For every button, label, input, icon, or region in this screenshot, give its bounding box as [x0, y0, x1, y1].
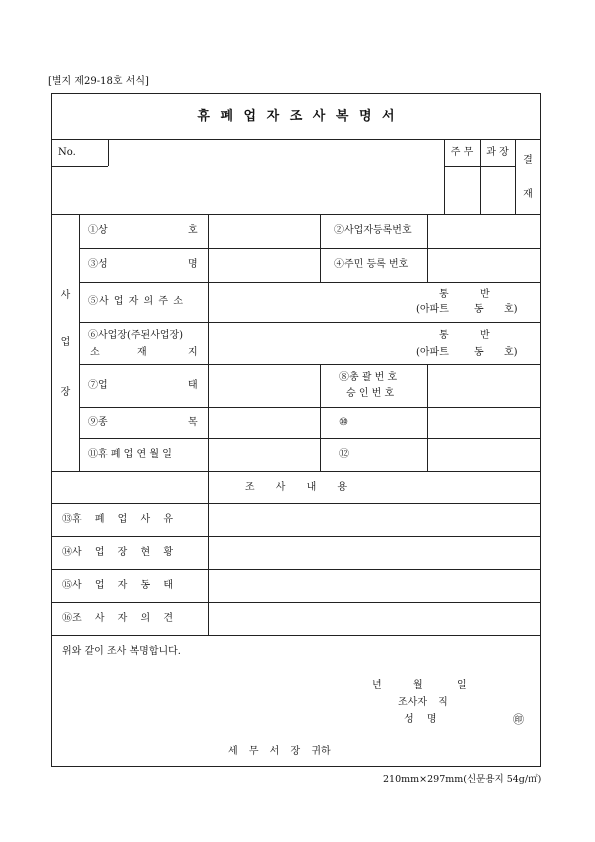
surveyor-name-label: 성 명 [404, 714, 437, 725]
survey-value-trend[interactable] [209, 570, 539, 601]
field-12-label: ⑫ [339, 449, 349, 460]
field-6-dong: 동 [474, 347, 484, 358]
field-6-value[interactable] [209, 323, 409, 363]
form-title: 휴 폐 업 자 조 사 복 명 서 [197, 109, 395, 124]
field-6-label-2a: 소 [90, 347, 100, 358]
form-reference: [별지 제29-18호 서식] [48, 76, 149, 87]
field-6-tong: 통 [439, 330, 449, 341]
field-3-value[interactable] [209, 249, 319, 281]
statement-text: 위와 같이 조사 복명합니다. [62, 646, 181, 657]
side-label-3: 장 [60, 387, 71, 398]
date-month: 월 [413, 680, 423, 691]
survey-label-reason: ⑬휴 폐 업 사 유 [62, 514, 174, 525]
field-4-value[interactable] [428, 249, 539, 281]
field-1-label-end: 호 [188, 225, 198, 236]
addressee: 세 무 서 장 귀하 [228, 746, 331, 757]
grid-line [320, 364, 321, 471]
field-6-label-2b: 재 [137, 347, 147, 358]
field-9-label-end: 목 [188, 417, 198, 428]
paper-spec: 210mm×297mm(신문용지 54g/㎡) [383, 774, 542, 785]
grid-line [52, 139, 540, 140]
field-7-label-end: 태 [188, 380, 198, 391]
field-1-label: ①상 [88, 225, 108, 236]
side-label-1: 사 [60, 290, 71, 301]
field-11-value[interactable] [209, 439, 319, 470]
field-5-value[interactable] [209, 283, 409, 321]
field-7-value[interactable] [209, 365, 319, 406]
field-5-ban: 반 [480, 289, 490, 300]
side-label-2: 업 [60, 337, 71, 348]
field-3-label: ③성 [88, 259, 108, 270]
field-9-label: ⑨종 [88, 417, 108, 428]
field-11-label: ⑪휴 폐 업 연 월 일 [88, 449, 172, 460]
survey-value-status[interactable] [209, 537, 539, 568]
field-8-label-2: 승 인 번 호 [346, 388, 395, 399]
seal-mark: ㊞ [513, 713, 524, 726]
grid-line [320, 214, 321, 282]
field-9-value[interactable] [209, 408, 319, 437]
survey-value-opinion[interactable] [209, 603, 539, 634]
field-5-apt: (아파트 [416, 304, 449, 315]
survey-label-status: ⑭사 업 장 현 황 [62, 547, 174, 558]
field-2-value[interactable] [428, 215, 539, 247]
field-5-label: ⑤사 업 자 의 주 소 [88, 296, 184, 307]
date-day: 일 [457, 680, 467, 691]
field-5-ho: 호) [504, 304, 518, 315]
field-6-apt: (아파트 [416, 347, 449, 358]
field-5-tong: 통 [439, 289, 449, 300]
grid-line [79, 214, 80, 471]
field-7-label: ⑦업 [88, 380, 108, 391]
field-6-ho: 호) [504, 347, 518, 358]
date-year: 년 [372, 680, 382, 691]
field-1-value[interactable] [209, 215, 319, 247]
survey-header: 조 사 내 용 [244, 482, 348, 493]
grid-line [52, 166, 108, 167]
approval-head-2: 과 장 [486, 147, 509, 158]
field-3-label-end: 명 [188, 259, 198, 270]
survey-value-reason[interactable] [209, 504, 539, 535]
survey-label-opinion: ⑯조 사 자 의 견 [62, 613, 174, 624]
field-4-label: ④주민 등록 번호 [334, 259, 409, 270]
grid-line [52, 635, 540, 636]
field-6-label-1: ⑥사업장(주된사업장) [88, 330, 184, 341]
approval-head-1: 주 무 [450, 147, 474, 158]
grid-line [52, 471, 540, 472]
field-10-label: ⑩ [339, 417, 348, 428]
field-8-value[interactable] [428, 365, 539, 406]
field-2-label: ②사업자등록번호 [334, 225, 412, 236]
field-6-ban: 반 [480, 330, 490, 341]
field-10-value[interactable] [428, 408, 539, 437]
survey-label-trend: ⑮사 업 자 동 태 [62, 580, 174, 591]
field-5-dong: 동 [474, 304, 484, 315]
field-6-label-2c: 지 [188, 347, 198, 358]
approval-jae: 재 [523, 189, 533, 200]
surveyor-position-label: 조사자 직 [398, 697, 448, 708]
field-12-value[interactable] [428, 439, 539, 470]
field-8-label-1: ⑧총 괄 번 호 [339, 372, 398, 383]
no-label: No. [58, 147, 76, 158]
approval-gyeol: 결 [523, 155, 533, 166]
grid-line [515, 140, 516, 214]
grid-line [108, 140, 109, 166]
